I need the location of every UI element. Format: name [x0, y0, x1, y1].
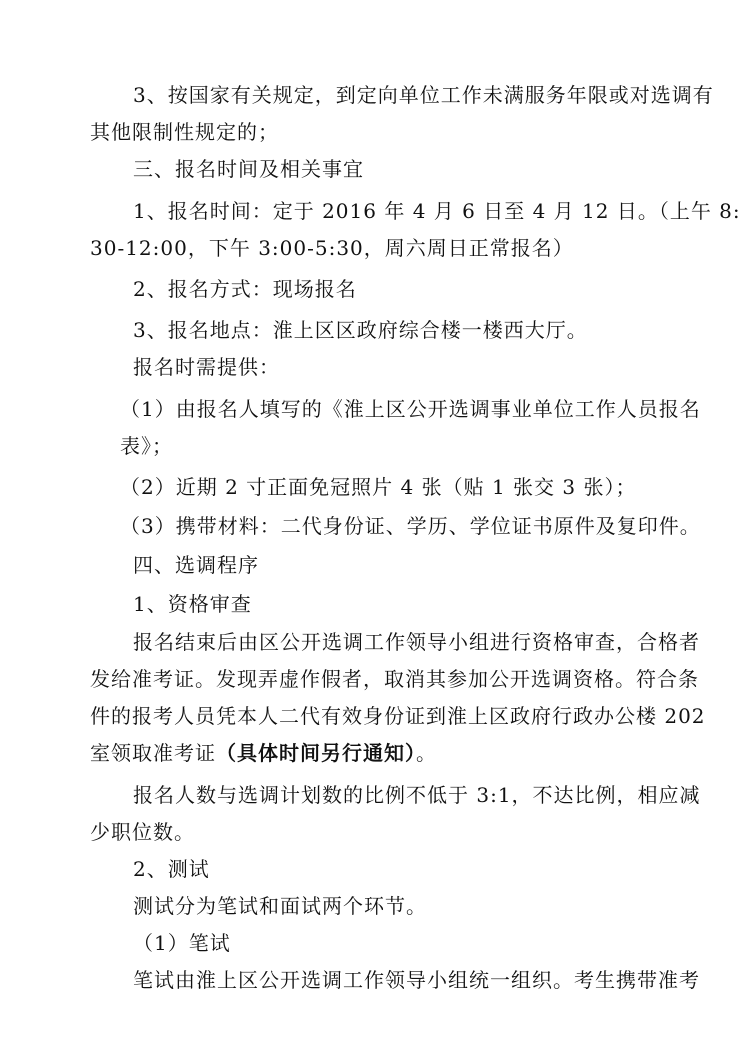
bold-text-run: （具体时间另行通知） [216, 741, 416, 765]
text-line-mixed [90, 734, 750, 772]
text-line: 表》； [120, 434, 173, 458]
text-line: 报名结束后由区公开选调工作领导小组进行资格审查，合格者 [133, 630, 700, 654]
text-line: 报名时需提供： [133, 355, 280, 379]
text-line: 3、报名地点：淮上区区政府综合楼一楼西大厅。 [133, 318, 588, 342]
text-line: 2、测试 [133, 857, 210, 881]
text-line: 少职位数。 [90, 820, 195, 844]
text-line: 2、报名方式：现场报名 [133, 277, 357, 301]
text-line: 1、资格审查 [133, 592, 252, 616]
text-line: 笔试由淮上区公开选调工作领导小组统一组织。考生携带准考 [133, 968, 700, 992]
text-line: 件的报考人员凭本人二代有效身份证到淮上区政府行政办公楼 202 [90, 704, 706, 728]
text-line: 测试分为笔试和面试两个环节。 [133, 894, 427, 918]
text-line: 发给准考证。发现弄虚作假者，取消其参加公开选调资格。符合条 [90, 667, 699, 691]
text-line: 1、报名时间：定于 2016 年 4 月 6 日至 4 月 12 日。（上午 8: [133, 199, 741, 223]
text-line: 其他限制性规定的； [90, 120, 279, 144]
text-line: 30-12:00，下午 3:00-5:30，周六周日正常报名） [90, 236, 574, 260]
text-line: 3、按国家有关规定，到定向单位工作未满服务年限或对选调有 [133, 83, 714, 107]
section-heading: 三、报名时间及相关事宜 [133, 157, 364, 181]
text-line: （1）由报名人填写的《淮上区公开选调事业单位工作人员报名 [120, 397, 701, 421]
text-run: 。 [416, 741, 437, 765]
section-heading: 四、选调程序 [133, 553, 259, 577]
text-line: （2）近期 2 寸正面免冠照片 4 张（贴 1 张交 3 张）； [120, 475, 637, 499]
text-run: 室领取准考证 [90, 741, 216, 765]
text-line: 报名人数与选调计划数的比例不低于 3:1，不达比例，相应减 [133, 783, 701, 807]
text-line: （1）笔试 [133, 931, 231, 955]
text-line: （3）携带材料：二代身份证、学历、学位证书原件及复印件。 [120, 514, 701, 538]
